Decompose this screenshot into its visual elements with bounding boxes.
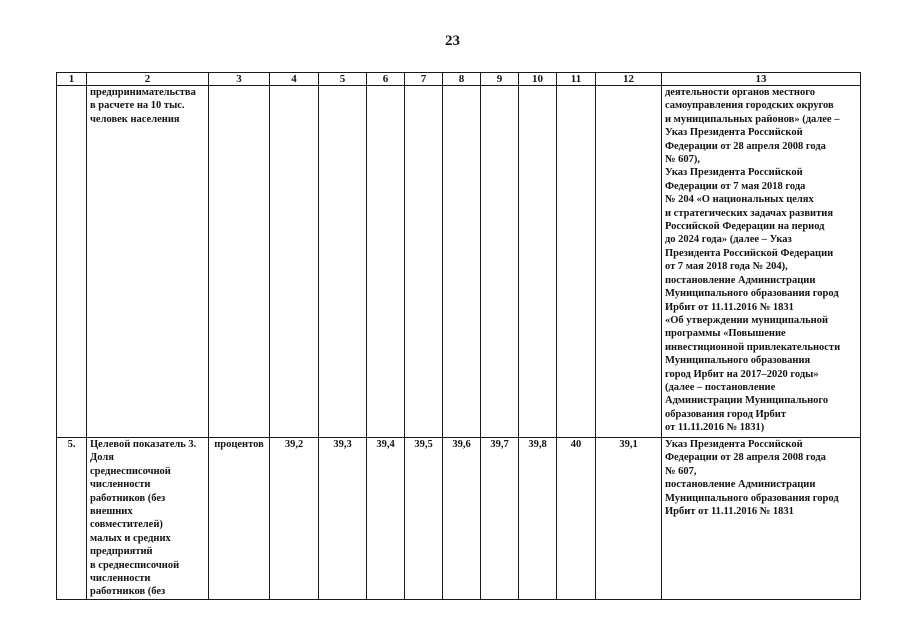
- value-cell: 39,3: [319, 438, 367, 600]
- value-cell: 39,1: [596, 438, 662, 600]
- value-cell: [367, 86, 405, 438]
- column-header: 2: [87, 73, 209, 86]
- value-cell: 39,4: [367, 438, 405, 600]
- value-cell: [270, 86, 319, 438]
- column-header: 12: [596, 73, 662, 86]
- basis-text: Указ Президента Российской Федерации от 28 апреля 2008 года № 607, постановление Администрации Муниципального образования город Ирбит от 11.11.2016 № 1831: [665, 439, 839, 518]
- basis-text: деятельности органов местного самоуправления городских округов и муниципальных районов» (далее – Указ Президента Российской Федерации от 28 апреля 2008 года № 607), Указ Президента Российской Федерации от 7 мая 2018 года № 204 «О национальных целях и стратегических задачах развития Российской Федерации на период до 2024 года» (далее – Указ Президента Российской Федерации от 7 мая 2018 года № 204), постановление Администрации Муниципального образования город Ирбит от 11.11.2016 № 1831 «Об утверждении муниципальной программы «Повышение инвестиционной привлекательности Муниципального образования город Ирбит на 2017–2020 годы» (далее – постановление Администрации Муниципального образования город Ирбит от 11.11.2016 № 1831): [665, 87, 841, 434]
- column-header: 10: [519, 73, 557, 86]
- column-header: 8: [443, 73, 481, 86]
- column-header: 5: [319, 73, 367, 86]
- column-header: 9: [481, 73, 519, 86]
- row-number-cell: [57, 86, 87, 438]
- value-cell: [519, 86, 557, 438]
- value-cell: [405, 86, 443, 438]
- indicator-text: Целевой показатель 3. Доля среднесписочной численности работников (без внешних совместителей) малых и средних предприятий в среднесписочной численности работников (без: [90, 439, 197, 598]
- column-header: 11: [557, 73, 596, 86]
- value-cell: [481, 86, 519, 438]
- indicator-text: предпринимательства в расчете на 10 тыс. человек населения: [90, 87, 196, 125]
- value-cell: 39,6: [443, 438, 481, 600]
- column-header: 6: [367, 73, 405, 86]
- column-header: 7: [405, 73, 443, 86]
- unit-cell: процентов: [209, 438, 270, 600]
- basis-cell: [662, 438, 861, 600]
- row-number-cell: 5.: [57, 438, 87, 600]
- value-cell: [596, 86, 662, 438]
- column-header: 4: [270, 73, 319, 86]
- indicator-cell: [87, 86, 209, 438]
- column-header: 13: [662, 73, 861, 86]
- value-cell: [557, 86, 596, 438]
- unit-cell: [209, 86, 270, 438]
- value-cell: [319, 86, 367, 438]
- basis-cell: [662, 86, 861, 438]
- value-cell: 39,2: [270, 438, 319, 600]
- value-cell: [443, 86, 481, 438]
- indicators-table: [56, 72, 861, 600]
- page-number: 23: [445, 33, 460, 49]
- table-row: [57, 86, 861, 438]
- indicator-cell: [87, 438, 209, 600]
- column-header: 3: [209, 73, 270, 86]
- table-row: [57, 438, 861, 600]
- value-cell: 40: [557, 438, 596, 600]
- value-cell: 39,5: [405, 438, 443, 600]
- value-cell: 39,8: [519, 438, 557, 600]
- value-cell: 39,7: [481, 438, 519, 600]
- column-header: 1: [57, 73, 87, 86]
- column-number-row: [57, 73, 861, 86]
